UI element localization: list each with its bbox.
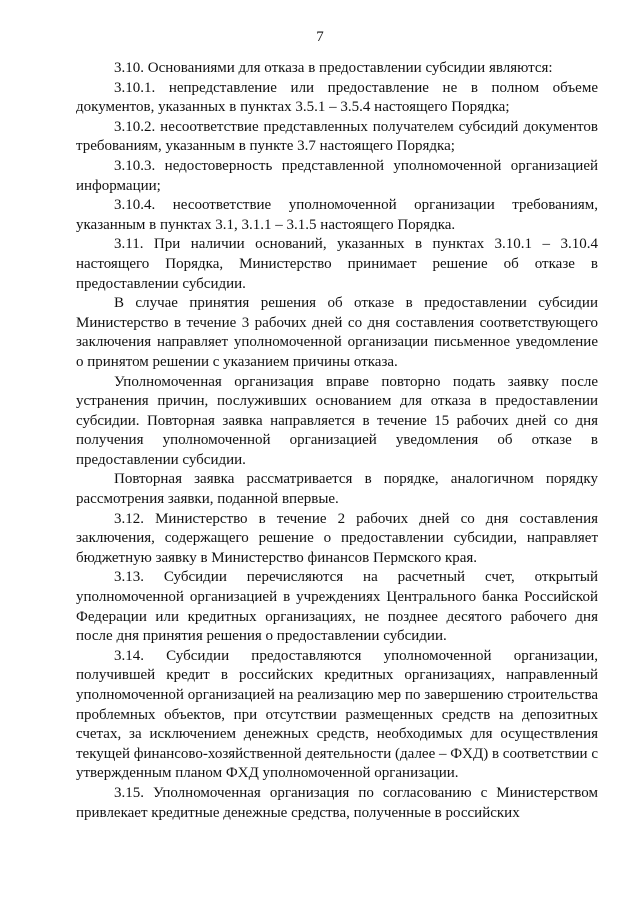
paragraph-3-11: 3.11. При наличии оснований, указанных в пунктах 3.10.1 – 3.10.4 настоящего Порядка, Министерство принимает решение об отказе в предоставлении субсидии.	[76, 236, 598, 292]
paragraph-3-14: 3.14. Субсидии предоставляются уполномоченной организации, получившей кредит в российских кредитных организациях, направленный уполномоченной организацией на реализацию мер по завершению строительства проблемных объектов, при отсутствии размещенных средств на депозитных счетах, за исключением денежных средств, необходимых для осуществления текущей финансово-хозяйственной деятельности (далее – ФХД) в соответствии с утвержденным планом ФХД уполномоченной организации.	[76, 647, 598, 782]
paragraph-3-12: 3.12. Министерство в течение 2 рабочих дней со дня составления заключения, содержащего решение о предоставлении субсидии, направляет бюджетную заявку в Министерство финансов Пермского края.	[76, 510, 598, 566]
paragraph-3-13: 3.13. Субсидии перечисляются на расчетный счет, открытый уполномоченной организацией в учреждениях Центрального банка Российской Федерации или кредитных организациях, не позднее десятого рабочего дня после дня принятия решения о предоставлении субсидии.	[76, 569, 598, 645]
paragraph-resubmission-review: Повторная заявка рассматривается в порядке, аналогичном порядку рассмотрения заявки, поданной впервые.	[76, 471, 598, 508]
paragraph-refusal-notice: В случае принятия решения об отказе в предоставлении субсидии Министерство в течение 3 рабочих дней со дня составления соответствующего заключения направляет уполномоченной организации письменное уведомление о принятом решении с указанием причины отказа.	[76, 295, 598, 370]
paragraph-resubmission: Уполномоченная организация вправе повторно подать заявку после устранения причин, послуживших основанием для отказа в предоставлении субсидии. Повторная заявка направляется в течение 15 рабочих дней со дня получения уполномоченной организацией уведомления об отказе в предоставлении субсидии.	[76, 373, 598, 468]
page-number: 7	[316, 29, 324, 45]
paragraph-3-10: 3.10. Основаниями для отказа в предоставлении субсидии являются:	[114, 60, 553, 76]
paragraph-3-15: 3.15. Уполномоченная организация по согласованию с Министерством привлекает кредитные денежные средства, полученные в российских	[76, 784, 598, 821]
paragraph-3-10-4: 3.10.4. несоответствие уполномоченной организации требованиям, указанным в пунктах 3.1, 3.1.1 – 3.1.5 настоящего Порядка.	[76, 197, 598, 233]
paragraph-3-10-3: 3.10.3. недостоверность представленной уполномоченной организацией информации;	[76, 157, 598, 194]
document-body	[76, 59, 598, 823]
paragraph-3-10-1: 3.10.1. непредставление или предоставление не в полном объеме документов, указанных в пунктах 3.5.1 – 3.5.4 настоящего Порядка;	[76, 79, 598, 116]
paragraph-3-10-2: 3.10.2. несоответствие представленных получателем субсидий документов требованиям, указанным в пункте 3.7 настоящего Порядка;	[76, 118, 598, 155]
